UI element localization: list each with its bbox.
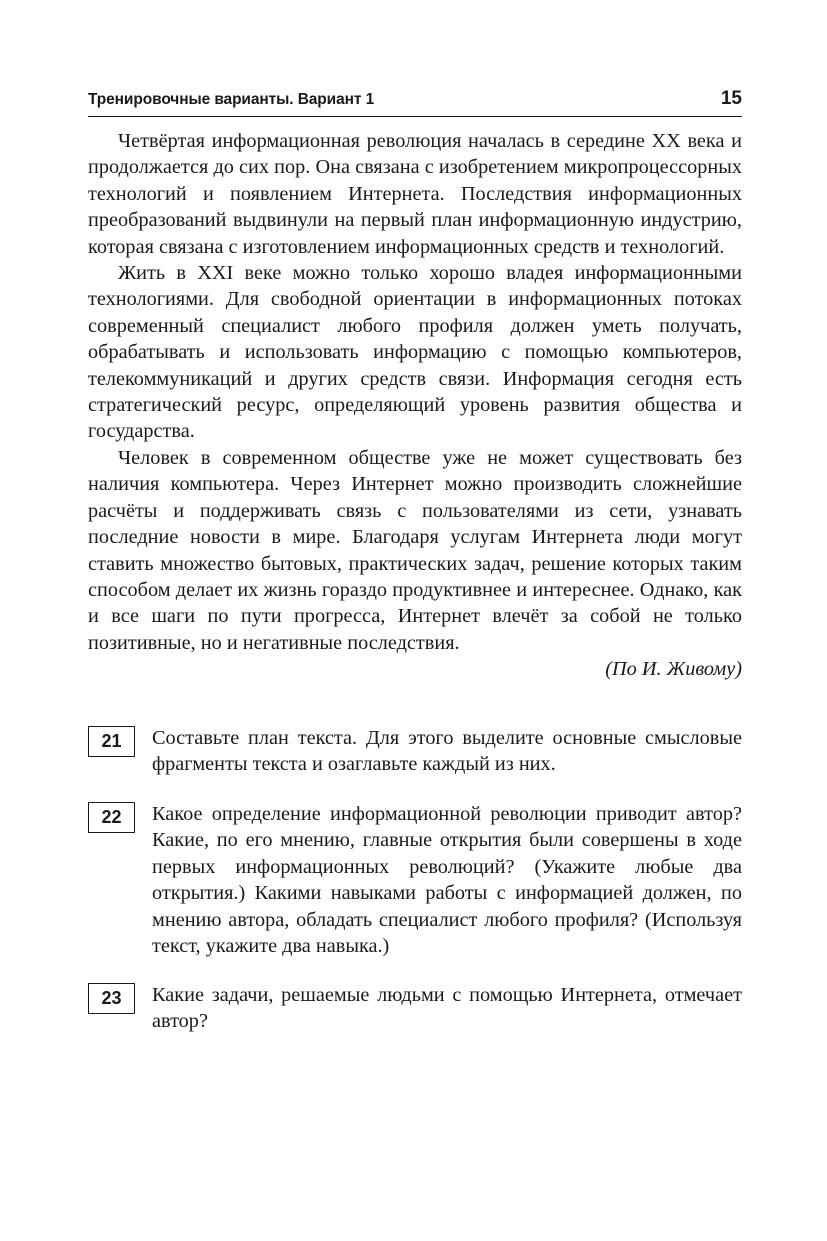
page-number: 15 (720, 88, 742, 109)
task-number-box: 21 (88, 726, 135, 757)
task-text: Какое определение информационной революции приводит автор? Какие, по его мнению, главные открытия были совершены в ходе первых информационных революций? (Укажите любые два открытия.) Какими навыками работы с информацией должен, по мнению автора, обладать специалист любого профиля? (Используя текст, укажите два навыка.) (152, 803, 742, 958)
text-paragraph: Человек в современном обществе уже не может существовать без наличия компьютера. Через Интернет можно производить сложнейшие расчёты и поддерживать связь с пользователями из сети, узнавать последние новости в мире. Благодаря услугам Интернета люди могут ставить множество бытовых, практических задач, решение которых таким способом делает их жизнь гораздо продуктивнее и интереснее. Однако, как и все шаги по пути прогресса, Интернет влечёт за собой не только позитивные, но и негативные последствия. (88, 446, 742, 654)
task-number-box: 22 (88, 802, 135, 833)
task-number-box: 23 (88, 983, 135, 1014)
text-paragraph: Жить в XXI веке можно только хорошо владея информационными технологиями. Для свободной ориентации в информационных потоках современный специалист любого профиля должен уметь получать, обрабатывать и использовать информацию с помощью компьютеров, телекоммуникаций и других средств связи. Информация сегодня есть стратегический ресурс, определяющий уровень развития общества и государства. (88, 262, 742, 443)
text-paragraph: Четвёртая информационная революция началась в середине XX века и продолжается до сих пор. Она связана с изобретением микропроцессорных технологий и появлением Интернета. Последствия информационных преобразований выдвинули на первый план информационную индустрию, которая связана с изготовлением информационных средств и технологий. (88, 130, 742, 258)
running-title: Тренировочные варианты. Вариант 1 (88, 91, 375, 108)
text-attribution: (По И. Живому) (605, 658, 742, 681)
source-text (88, 128, 742, 683)
task-text: Какие задачи, решаемые людьми с помощью Интернета, отмечает автор? (152, 984, 742, 1033)
page-header (88, 88, 742, 117)
task-text: Составьте план текста. Для этого выделите основные смысловые фрагменты текста и озаглавьте каждый из них. (152, 727, 742, 776)
